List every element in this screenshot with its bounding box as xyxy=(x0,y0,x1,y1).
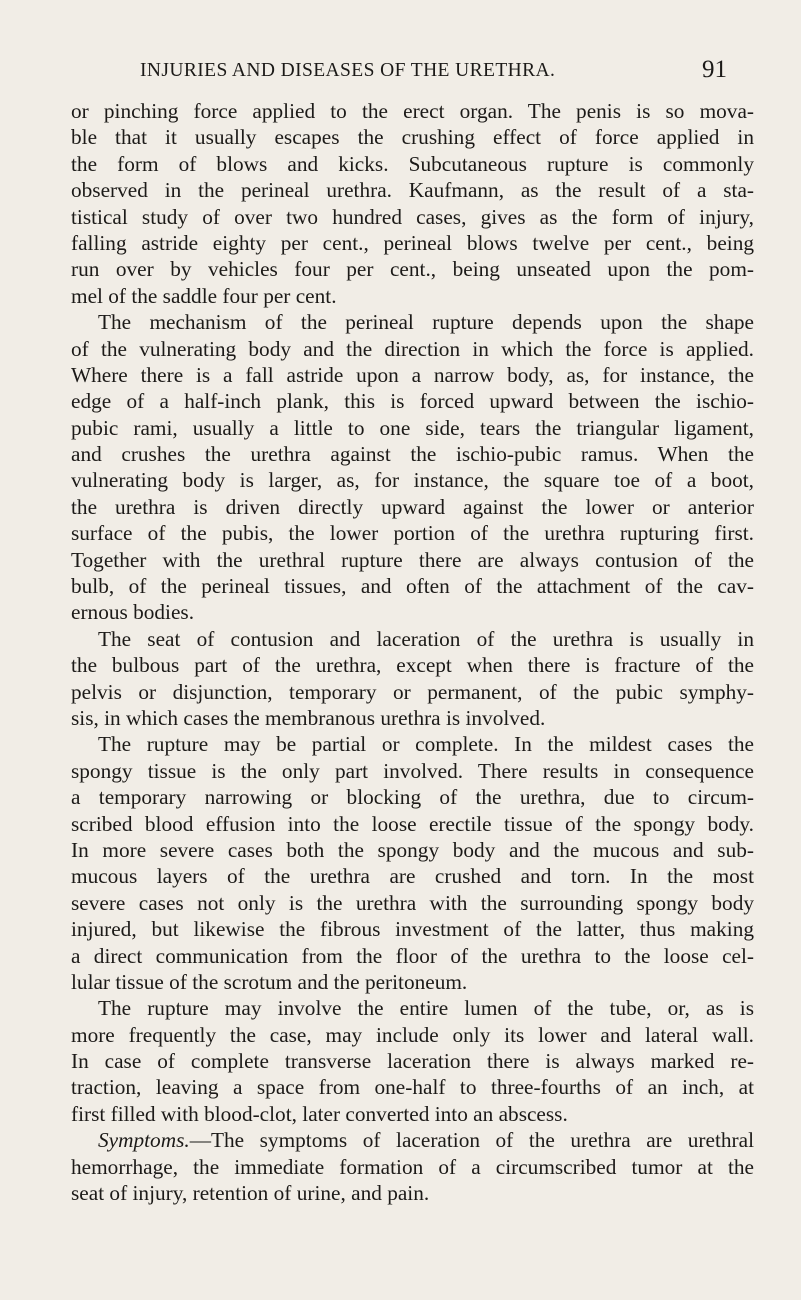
text-line: traction, leaving a space from one-half to three-fourths of an inch, at xyxy=(71,1075,754,1100)
text-line: surface of the pubis, the lower portion of the urethra rupturing first. xyxy=(71,521,754,546)
text-line: In case of complete transverse laceration there is always marked re- xyxy=(71,1049,754,1074)
page-number: 91 xyxy=(702,56,727,83)
text-line: bulb, of the perineal tissues, and often of the attachment of the cav- xyxy=(71,574,754,599)
text-run: —The symptoms of laceration of the urethra are urethral xyxy=(189,1128,754,1153)
text-line: vulnerating body is larger, as, for instance, the square toe of a boot, xyxy=(71,468,754,493)
text-line: The mechanism of the perineal rupture depends upon the shape xyxy=(98,310,754,335)
text-line: the bulbous part of the urethra, except when there is fracture of the xyxy=(71,653,754,678)
text-line: more frequently the case, may include only its lower and lateral wall. xyxy=(71,1022,754,1047)
text-line: hemorrhage, the immediate formation of a circumscribed tumor at the xyxy=(71,1154,754,1179)
body-text xyxy=(71,98,754,1206)
text-line: run over by vehicles four per cent., being unseated upon the pom- xyxy=(71,257,754,282)
text-line: observed in the perineal urethra. Kaufmann, as the result of a sta- xyxy=(71,178,754,203)
running-head: INJURIES AND DISEASES OF THE URETHRA. xyxy=(140,60,556,81)
text-line: lular tissue of the scrotum and the peritoneum. xyxy=(71,969,468,994)
text-line: spongy tissue is the only part involved. There results in consequence xyxy=(71,758,754,783)
text-line: In more severe cases both the spongy body and the mucous and sub- xyxy=(71,837,754,862)
text-line: edge of a half-inch plank, this is forced upward between the ischio- xyxy=(71,389,754,414)
text-line: pelvis or disjunction, temporary or permanent, of the pubic symphy- xyxy=(71,679,754,704)
section-heading: Symptoms. xyxy=(98,1128,190,1153)
text-line: mel of the saddle four per cent. xyxy=(71,283,337,308)
text-line: severe cases not only is the urethra with the surrounding spongy body xyxy=(71,890,754,915)
text-line: Where there is a fall astride upon a narrow body, as, for instance, the xyxy=(71,362,754,387)
text-line: pubic rami, usually a little to one side, tears the triangular ligament, xyxy=(71,415,754,440)
text-line: scribed blood effusion into the loose erectile tissue of the spongy body. xyxy=(71,811,754,836)
text-line: or pinching force applied to the erect organ. The penis is so mova- xyxy=(71,99,754,123)
text-line: ernous bodies. xyxy=(71,600,195,625)
text-line xyxy=(71,1127,754,1153)
text-line: The rupture may involve the entire lumen of the tube, or, as is xyxy=(98,996,754,1021)
text-line: sis, in which cases the membranous urethra is involved. xyxy=(71,705,546,730)
text-line: first filled with blood-clot, later converted into an abscess. xyxy=(71,1101,568,1126)
text-line: seat of injury, retention of urine, and pain. xyxy=(71,1181,430,1206)
text-line: The rupture may be partial or complete. In the mildest cases the xyxy=(98,732,754,757)
text-line: The seat of contusion and laceration of the urethra is usually in xyxy=(98,626,754,651)
text-line: of the vulnerating body and the direction in which the force is applied. xyxy=(71,336,754,361)
text-line: a direct communication from the floor of the urethra to the loose cel- xyxy=(71,943,754,968)
text-line: injured, but likewise the fibrous investment of the latter, thus making xyxy=(71,917,754,942)
text-line: and crushes the urethra against the ischio-pubic ramus. When the xyxy=(71,442,754,467)
text-line: falling astride eighty per cent., perineal blows twelve per cent., being xyxy=(71,230,754,255)
text-line: the urethra is driven directly upward against the lower or anterior xyxy=(71,494,754,519)
text-line: tistical study of over two hundred cases, gives as the form of injury, xyxy=(71,204,754,229)
text-line: the form of blows and kicks. Subcutaneous rupture is commonly xyxy=(71,151,754,176)
text-line: mucous layers of the urethra are crushed and torn. In the most xyxy=(71,864,754,889)
text-line: a temporary narrowing or blocking of the urethra, due to circum- xyxy=(71,785,754,810)
text-line: ble that it usually escapes the crushing effect of force applied in xyxy=(71,125,754,150)
text-line: Together with the urethral rupture there are always contusion of the xyxy=(71,547,754,572)
